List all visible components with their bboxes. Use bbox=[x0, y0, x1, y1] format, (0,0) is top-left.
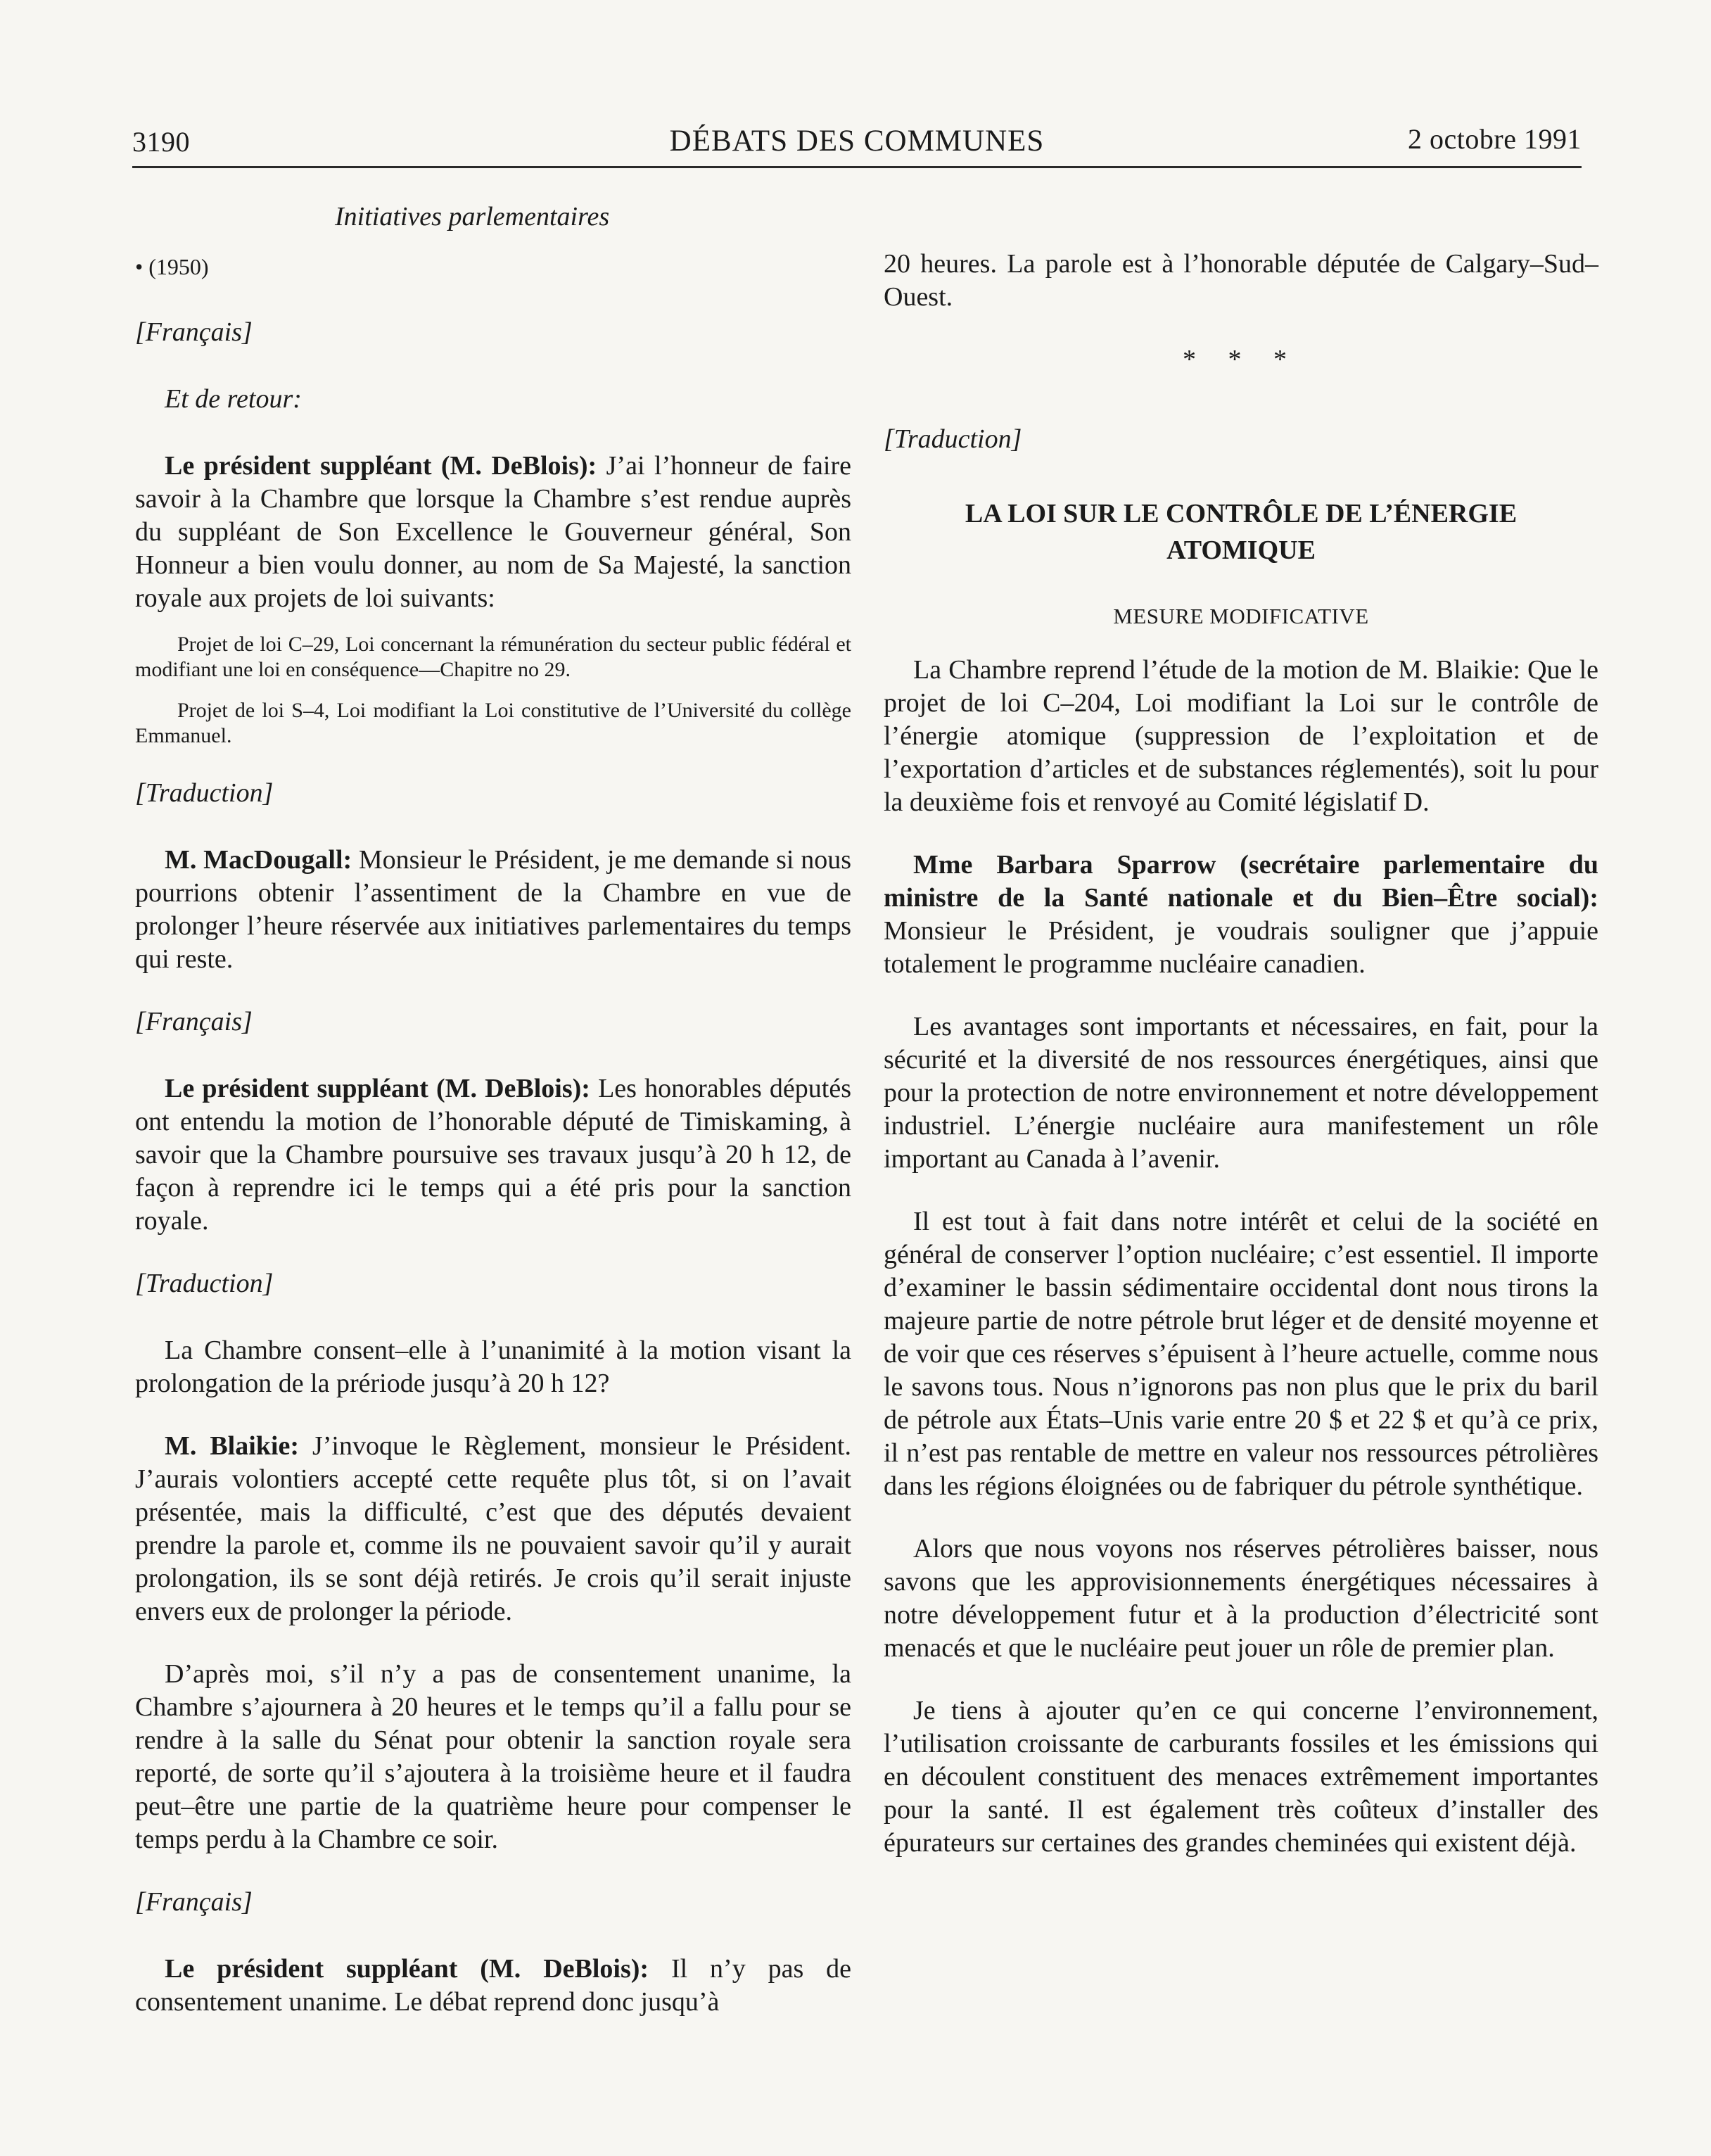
header-rule bbox=[132, 166, 1582, 168]
speaker-name: M. Blaikie: bbox=[165, 1431, 300, 1461]
bill-item: Projet de loi S–4, Loi modifiant la Loi constitutive de l’Université du collège Emmanuel. bbox=[135, 699, 851, 747]
speech-paragraph: Je tiens à ajouter qu’en ce qui concerne l’environnement, l’utilisation croissante de carburants fossiles et les émissions qui en découlent constituent des menaces extrêmement importantes pour la santé. Il est également très coûteux d’installer des épurateurs sur certaines des grandes cheminées qui existent déjà. bbox=[884, 1696, 1598, 1858]
language-marker: [Traduction] bbox=[884, 424, 1022, 454]
speech-paragraph: Alors que nous voyons nos réserves pétrolières baisser, nous savons que les approvisionnements énergétiques nécessaires à notre développement futur et à la production d’électricité sont menacés et que le nucléaire peut jouer un rôle de premier plan. bbox=[884, 1534, 1598, 1663]
language-marker: [Traduction] bbox=[135, 1269, 274, 1298]
page-header bbox=[132, 120, 1582, 165]
left-column bbox=[135, 251, 851, 2048]
language-marker-text: Traduction bbox=[893, 424, 1012, 454]
debate-subheading: MESURE MODIFICATIVE bbox=[1113, 604, 1369, 628]
bill-item: Projet de loi C–29, Loi concernant la rémunération du secteur public fédéral et modifiant une loi en conséquence—Chapitre no 29. bbox=[135, 633, 851, 681]
debate-heading: LA LOI SUR LE CONTRÔLE DE L’ÉNERGIE ATOMIQUE bbox=[965, 499, 1518, 565]
speech-paragraph: La Chambre reprend l’étude de la motion de M. Blaikie: Que le projet de loi C–204, Loi modifiant la Loi sur le contrôle de l’énergie atomique (suppression de l’exploitation et de l’exportation d’articles et de substances réglementés), soit lu pour la deuxième fois et renvoyé au Comité législatif D. bbox=[884, 655, 1598, 817]
speech-text: J’invoque le Règlement, monsieur le Président. J’aurais volontiers accepté cette requête plus tôt, si on l’avait présentée, mais la difficulté, c’est que des députés devaient prendre la parole et, comme ils ne pouvaient savoir qu’il y aurait prolongation, ils se sont déjà retirés. Je crois qu’il serait injuste envers eux de prolonger la période. bbox=[135, 1431, 851, 1626]
language-marker-text: Français bbox=[145, 1887, 243, 1917]
language-marker-text: Traduction bbox=[145, 1269, 263, 1298]
page-number: 3190 bbox=[132, 126, 190, 158]
speech-text: Il n’y pas de consentement unanime. Le débat reprend donc jusqu’à bbox=[135, 1954, 852, 2017]
language-marker-text: Français bbox=[145, 1007, 243, 1036]
language-marker-text: Français bbox=[145, 317, 243, 347]
speech-paragraph: D’après moi, s’il n’y a pas de consentement unanime, la Chambre s’ajournera à 20 heures et le temps qu’il a fallu pour se rendre à la salle du Sénat pour obtenir la sanction royale sera reporté, de sorte qu’il s’ajoutera à la troisième heure et il faudra peut–être une partie de la quatrième heure pour compenser le temps perdu à la Chambre ce soir. bbox=[135, 1659, 851, 1854]
language-marker-text: Traduction bbox=[145, 778, 263, 808]
language-marker: [Français] bbox=[135, 1887, 253, 1917]
language-marker: [Français] bbox=[135, 1007, 253, 1036]
publication-date: 2 octobre 1991 bbox=[1408, 123, 1582, 155]
language-marker: [Traduction] bbox=[135, 778, 274, 808]
speaker-name: Le président suppléant (M. DeBlois): bbox=[165, 1954, 649, 1984]
speech-text: Monsieur le Président, je me demande si nous pourrions obtenir l’assentiment de la Chambre en vue de prolonger l’heure réservée aux initiatives parlementaires du temps qui reste. bbox=[135, 845, 851, 974]
timestamp: • (1950) bbox=[135, 254, 209, 279]
speaker-name: Mme Barbara Sparrow (secrétaire parlementaire du ministre de la Santé nationale et du Bien–Être social): bbox=[884, 850, 1598, 913]
section-label: Initiatives parlementaires bbox=[335, 202, 610, 232]
speech-paragraph bbox=[135, 844, 851, 976]
speaker-name: Le président suppléant (M. DeBlois): bbox=[165, 1074, 590, 1103]
speech-text: Les honorables députés ont entendu la motion de l’honorable député de Timiskaming, à savoir que la Chambre poursuive ses travaux jusqu’à 20 h 12, de façon à reprendre ici le temps qui a été pris pour la sanction royale. bbox=[135, 1074, 851, 1236]
speech-paragraph: 20 heures. La parole est à l’honorable députée de Calgary–Sud–Ouest. bbox=[884, 249, 1598, 312]
speaker-name: M. MacDougall: bbox=[165, 845, 352, 875]
speech-paragraph bbox=[884, 849, 1598, 981]
speech-paragraph: La Chambre consent–elle à l’unanimité à la motion visant la prolongation de la prériode jusqu’à 20 h 12? bbox=[135, 1336, 851, 1398]
speech-paragraph bbox=[135, 1072, 851, 1238]
retour-note: Et de retour: bbox=[165, 384, 302, 414]
speech-paragraph: Il est tout à fait dans notre intérêt et celui de la société en général de conserver l’option nucléaire; c’est essentiel. Il importe d’examiner le bassin sédimentaire occidental dont nous tirons la majeure partie de notre pétrole brut léger et de densité moyenne et de voir que ces réserves s’épuisent à l’heure actuelle, comme nous le savons tous. Nous n’ignorons pas non plus que le prix du baril de pétrole aux États–Unis varie entre 20 $ et 22 $ et qu’à ce prix, il n’est pas rentable de mettre en valeur nos ressources pétrolières dans les régions éloignées ou de fabriquer du pétrole synthétique. bbox=[884, 1207, 1598, 1501]
section-separator: * * * bbox=[1183, 345, 1299, 374]
speech-paragraph bbox=[135, 1430, 851, 1628]
speech-paragraph: Les avantages sont importants et nécessaires, en fait, pour la sécurité et la diversité de nos ressources énergétiques, ainsi que pour la protection de notre environnement et notre développement industriel. L’énergie nucléaire aura manifestement un rôle important au Canada à l’avenir. bbox=[884, 1012, 1598, 1174]
speech-text: Monsieur le Président, je voudrais souligner que j’appuie totalement le programme nucléaire canadien. bbox=[884, 916, 1598, 979]
speech-paragraph bbox=[135, 450, 851, 615]
speech-text: J’ai l’honneur de faire savoir à la Chambre que lorsque la Chambre s’est rendue auprès du suppléant de Son Excellence le Gouverneur général, Son Honneur a bien voulu donner, au nom de Sa Majesté, la sanction royale aux projets de loi suivants: bbox=[135, 451, 851, 613]
publication-title: DÉBATS DES COMMUNES bbox=[669, 125, 1045, 158]
speech-paragraph bbox=[135, 1953, 851, 2019]
language-marker: [Français] bbox=[135, 317, 253, 347]
speaker-name: Le président suppléant (M. DeBlois): bbox=[165, 451, 597, 481]
right-column bbox=[884, 248, 1598, 1889]
